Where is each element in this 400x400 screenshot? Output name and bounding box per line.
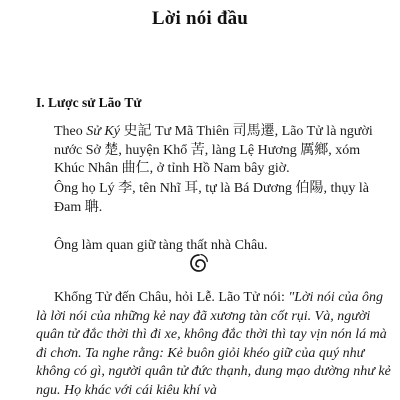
source-title-italic: Sử Ký	[86, 124, 120, 139]
paragraph1-rest: Tư Mã Thiên 司馬遷, Lão Tử là người nước Sở 楚, huyện Khổ 苦, làng Lệ Hương 厲鄉, xóm Khúc Nhân 曲仁, ở tỉnh Hồ Nam bây giờ.	[54, 124, 373, 176]
paragraph-names: Ông họ Lý 李, tên Nhĩ 耳, tự là Bá Dương 伯陽, thụy là Đam 聃.	[54, 181, 369, 215]
lao-tzu-quote: "Lời nói của ông là lời nói của những kẻ nay đã xương tàn cốt rụi. Và, người quân tử đắc thời thì đi xe, không đắc thời thì tay vịn nón lá mà đi chơn. Ta nghe rằng: Kẻ buôn giỏi khéo giữ của quý như không có gì, người quân tử đức thạnh, dung mạo dường như kẻ ngu. Họ khác với cái kiêu khí và	[36, 290, 391, 398]
page-title: Lời nói đầu	[151, 8, 249, 29]
quote-lead: Khổng Tử đến Châu, hỏi Lễ. Lão Tử nói:	[54, 290, 289, 305]
paragraph-office: Ông làm quan giữ tàng thất nhà Châu.	[54, 238, 268, 253]
section-heading: I. Lược sử Lão Tử	[36, 95, 142, 110]
paragraph-biography-origin	[54, 123, 390, 179]
source-title-cjk: 史記	[119, 124, 152, 139]
swirl-ornament-icon	[188, 252, 210, 274]
paragraph1-prefix: Theo	[54, 124, 87, 139]
paragraph-confucius-visit	[36, 289, 392, 400]
